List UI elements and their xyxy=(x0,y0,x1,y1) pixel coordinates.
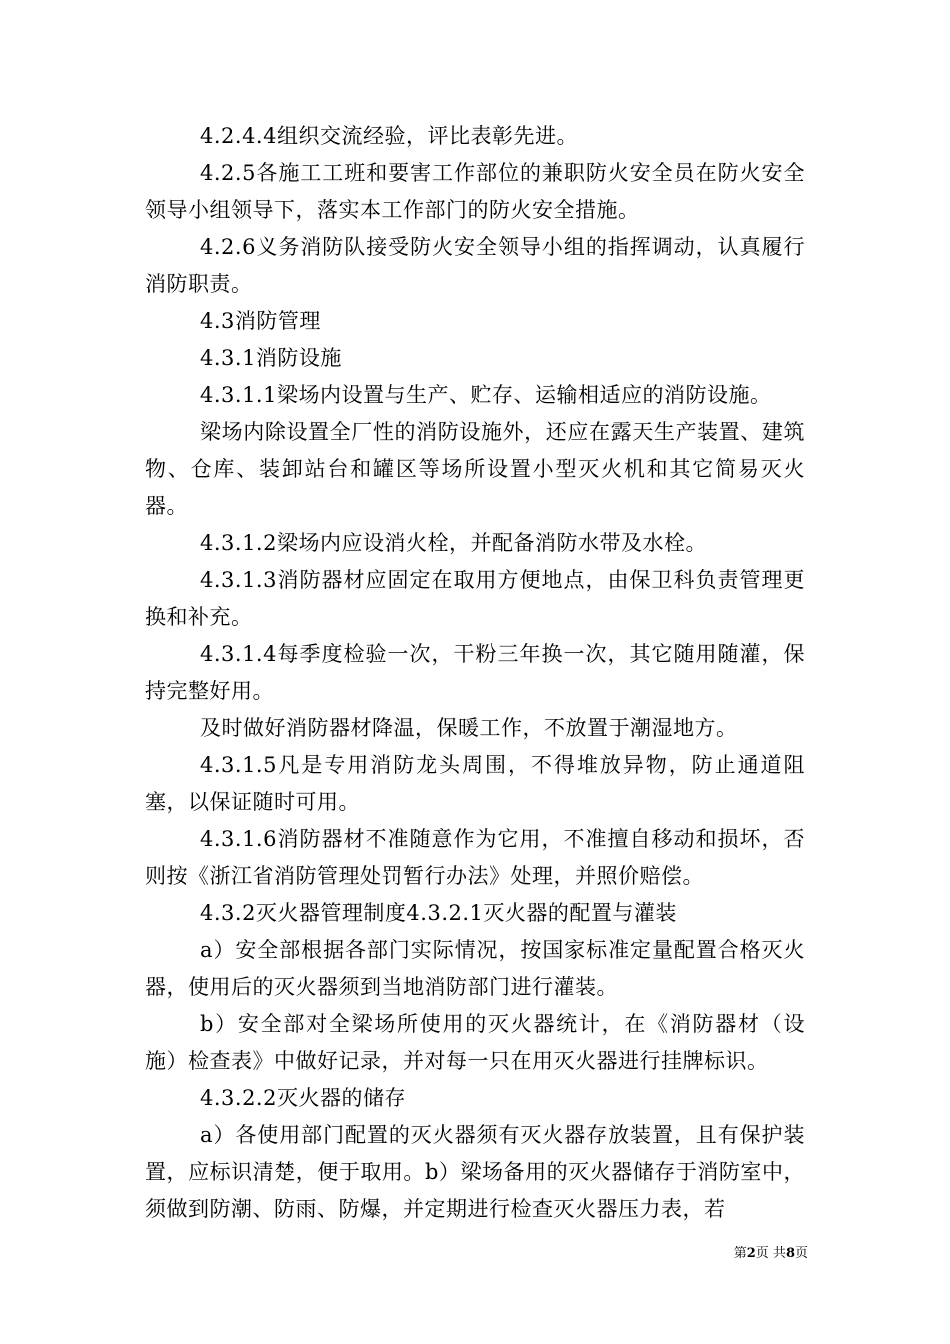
page-footer xyxy=(734,1246,808,1262)
paragraph: 4.2.6义务消防队接受防火安全领导小组的指挥调动，认真履行消防职责。 xyxy=(145,235,805,296)
section-heading: 4.3消防管理 xyxy=(200,309,321,333)
paragraph: 4.3.1.4每季度检验一次，干粉三年换一次，其它随用随灌，保持完整好用。 xyxy=(145,642,805,703)
paragraph: 4.3.1.5凡是专用消防龙头周围，不得堆放异物，防止通道阻塞，以保证随时可用。 xyxy=(145,753,805,814)
paragraph: 梁场内除设置全厂性的消防设施外，还应在露天生产装置、建筑物、仓库、装卸站台和罐区等场所设置小型灭火机和其它简易灭火器。 xyxy=(145,420,805,518)
paragraph: b）安全部对全梁场所使用的灭火器统计，在《消防器材（设施）检查表》中做好记录，并对每一只在用灭火器进行挂牌标识。 xyxy=(145,1012,805,1073)
document-body xyxy=(145,118,805,1228)
subsection-heading: 4.3.1消防设施 xyxy=(200,346,342,370)
paragraph: 4.2.4.4组织交流经验，评比表彰先进。 xyxy=(200,124,578,148)
paragraph: 4.3.1.3消防器材应固定在取用方便地点，由保卫科负责管理更换和补充。 xyxy=(145,568,805,629)
subsection-heading: 4.3.2.2灭火器的储存 xyxy=(200,1086,406,1110)
paragraph: 4.2.5各施工工班和要害工作部位的兼职防火安全员在防火安全领导小组领导下，落实本工作部门的防火安全措施。 xyxy=(145,161,805,222)
paragraph: 4.3.1.1梁场内设置与生产、贮存、运输相适应的消防设施。 xyxy=(200,383,772,407)
paragraph: a）安全部根据各部门实际情况，按国家标准定量配置合格灭火器，使用后的灭火器须到当地消防部门进行灌装。 xyxy=(145,938,805,999)
footer-prefix: 第 xyxy=(733,1246,747,1261)
footer-suffix: 页 xyxy=(794,1246,808,1261)
subsection-heading: 4.3.2灭火器管理制度4.3.2.1灭火器的配置与灌装 xyxy=(200,901,677,925)
paragraph: 4.3.1.2梁场内应设消火栓，并配备消防水带及水栓。 xyxy=(200,531,707,555)
current-page-number: 2 xyxy=(746,1246,756,1261)
paragraph: 4.3.1.6消防器材不准随意作为它用，不准擅自移动和损坏，否则按《浙江省消防管理处罚暂行办法》处理，并照价赔偿。 xyxy=(145,827,805,888)
footer-middle: 页 共 xyxy=(755,1246,786,1261)
total-page-count: 8 xyxy=(785,1246,795,1261)
paragraph: 及时做好消防器材降温，保暖工作，不放置于潮湿地方。 xyxy=(200,716,738,740)
paragraph: a）各使用部门配置的灭火器须有灭火器存放装置，且有保护装置，应标识清楚，便于取用。b）梁场备用的灭火器储存于消防室中，须做到防潮、防雨、防爆，并定期进行检查灭火器压力表，若 xyxy=(145,1123,805,1221)
